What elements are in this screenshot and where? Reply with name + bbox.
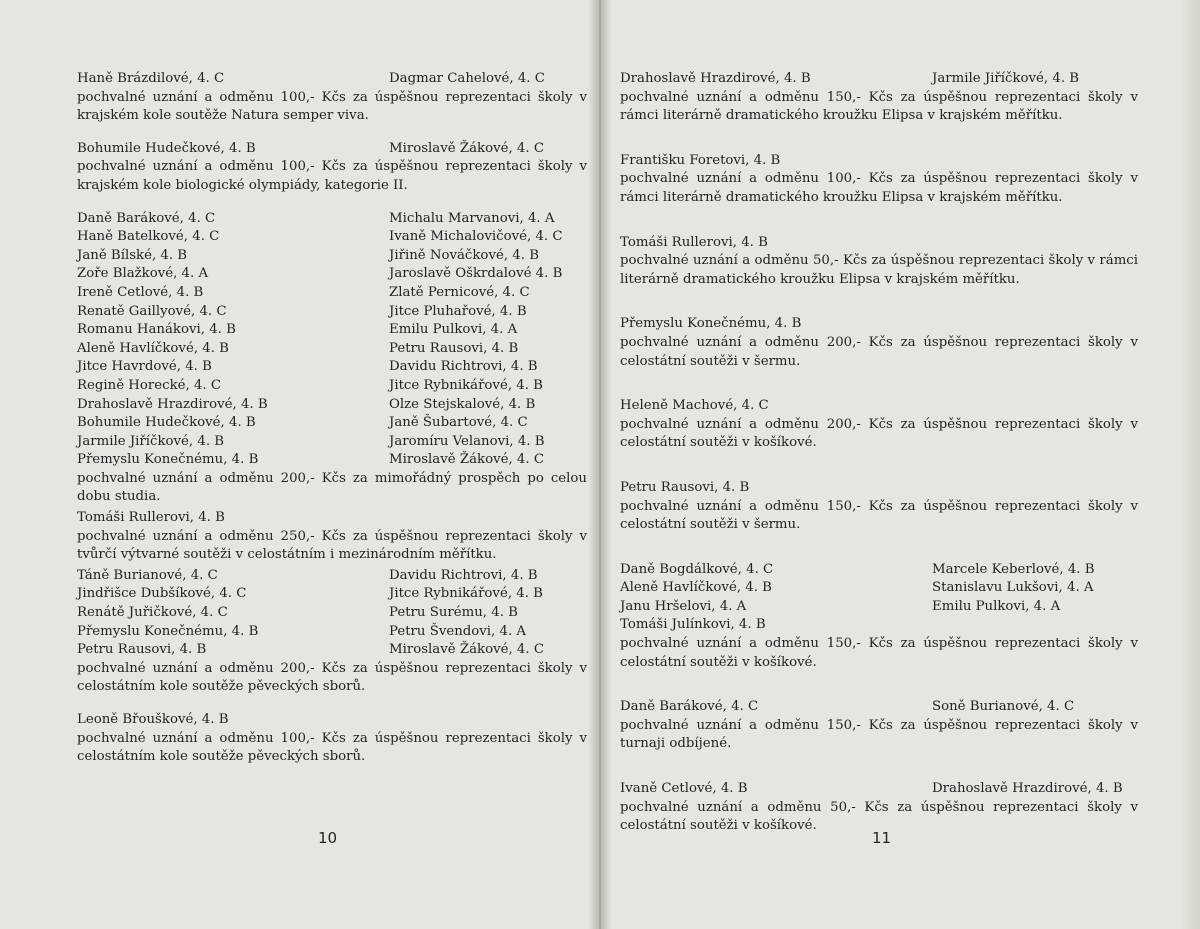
recipient-name: Jaroslavě Oškrdalové 4. B [389, 266, 563, 282]
award-entry [77, 567, 587, 697]
recipient-name: Jarmile Jiříčkové, 4. B [77, 433, 225, 449]
recipient-name: Haně Batelkové, 4. C [77, 229, 220, 245]
award-entry [620, 315, 1138, 371]
recipient-name: Michalu Marvanovi, 4. A [389, 210, 555, 226]
recipient-list [77, 567, 587, 660]
recipient-name: Drahoslavě Hrazdirové, 4. B [932, 781, 1123, 797]
recipient-list [620, 698, 1138, 717]
recipient-name: Petru Rausovi, 4. B [389, 340, 519, 356]
recipient-name: Davidu Richtrovi, 4. B [389, 567, 538, 583]
award-text: pochvalné uznání a odměnu 200,- Kčs za úspěšnou reprezentaci školy v celostátním kole soutěže pěveckých sborů. [77, 660, 587, 695]
recipient-name: Heleně Machové, 4. C [620, 398, 769, 414]
recipient-name: Haně Brázdilové, 4. C [77, 71, 225, 86]
award-entry [77, 509, 587, 565]
recipient-name: Přemyslu Konečnému, 4. B [77, 623, 259, 639]
recipient-name: Jarmile Jiříčkové, 4. B [932, 71, 1080, 86]
award-entry [77, 210, 587, 508]
award-entry [620, 234, 1138, 290]
award-entry [620, 397, 1138, 453]
recipient-list [620, 561, 1138, 635]
recipient-name: Miroslavě Žákové, 4. C [389, 452, 544, 468]
recipient-name: Františku Foretovi, 4. B [620, 152, 781, 168]
recipient-name: Olze Stejskalové, 4. B [389, 396, 536, 412]
award-entry [620, 561, 1138, 673]
recipient-name: Aleně Havlíčkové, 4. B [77, 340, 229, 356]
recipient-name: Jitce Havrdové, 4. B [77, 359, 212, 375]
award-entry [77, 711, 587, 767]
recipient-name: Renátě Juřičkové, 4. C [77, 605, 228, 621]
left-page-content [77, 70, 587, 781]
recipient-name: Jiřině Nováčkové, 4. B [389, 247, 539, 263]
award-entry [620, 698, 1138, 754]
recipient-name: Petru Rausovi, 4. B [77, 642, 207, 658]
recipient-list [620, 397, 1138, 416]
recipient-name: Dagmar Cahelové, 4. C [389, 71, 545, 86]
recipient-name: Janu Hršelovi, 4. A [620, 598, 747, 614]
recipient-name: Davidu Richtrovi, 4. B [389, 359, 538, 375]
recipient-name: Miroslavě Žákové, 4. C [389, 642, 544, 658]
recipient-name: Romanu Hanákovi, 4. B [77, 322, 236, 338]
award-text: pochvalné uznání a odměnu 100,- Kčs za úspěšnou reprezentaci školy v celostátním kole soutěže pěveckých sborů. [77, 730, 587, 765]
book-gutter [588, 0, 612, 929]
award-text: pochvalné uznání a odměnu 200,- Kčs za mimořádný prospěch po celou dobu studia. [77, 470, 587, 505]
award-entry [620, 70, 1138, 126]
recipient-name: Daně Barákové, 4. C [77, 210, 216, 226]
recipient-name: Daně Bogdálkové, 4. C [620, 561, 774, 577]
recipient-name: Emilu Pulkovi, 4. A [389, 322, 518, 338]
recipient-name: Jitce Rybnikářové, 4. B [389, 377, 543, 393]
award-entry [620, 479, 1138, 535]
recipient-name: Ivaně Cetlové, 4. B [620, 781, 748, 797]
recipient-name: Emilu Pulkovi, 4. A [932, 598, 1061, 614]
page-edge [1180, 0, 1200, 929]
recipient-name: Táně Burianové, 4. C [77, 567, 218, 583]
award-text: pochvalné uznání a odměnu 200,- Kčs za úspěšnou reprezentaci školy v celostátní soutěži v šermu. [620, 334, 1138, 369]
recipient-name: Zoře Blažkové, 4. A [77, 266, 209, 282]
award-text: pochvalné uznání a odměnu 150,- Kčs za úspěšnou reprezentaci školy v rámci literárně dramatického kroužku Elipsa v krajském měřítku. [620, 89, 1138, 124]
recipient-name: Jaromíru Velanovi, 4. B [389, 433, 545, 449]
recipient-name: Janě Šubartové, 4. C [389, 415, 528, 431]
recipient-name: Drahoslavě Hrazdirové, 4. B [77, 396, 268, 412]
recipient-list [77, 509, 587, 528]
recipient-name: Jindřišce Dubšíkové, 4. C [77, 586, 247, 602]
recipient-name: Renatě Gaillyové, 4. C [77, 303, 227, 319]
award-text: pochvalné uznání a odměnu 250,- Kčs za úspěšnou reprezentaci školy v tvůrčí výtvarné soutěži v celostátním i mezinárodním měřítku. [77, 528, 587, 563]
recipient-name: Stanislavu Lukšovi, 4. A [932, 580, 1094, 596]
recipient-name: Petru Švendovi, 4. A [389, 623, 527, 639]
recipient-list [77, 210, 587, 470]
right-page [600, 0, 1200, 929]
recipient-name: Petru Rausovi, 4. B [620, 479, 750, 495]
recipient-name: Bohumile Hudečkové, 4. B [77, 415, 256, 431]
recipient-list [77, 140, 587, 159]
recipient-name: Přemyslu Konečnému, 4. B [77, 452, 259, 468]
recipient-name: Tomáši Rullerovi, 4. B [77, 510, 225, 526]
award-text: pochvalné uznání a odměnu 200,- Kčs za úspěšnou reprezentaci školy v celostátní soutěži v košíkové. [620, 416, 1138, 451]
recipient-name: Janě Bílské, 4. B [77, 247, 188, 263]
recipient-name: Přemyslu Konečnému, 4. B [620, 316, 802, 332]
recipient-name: Marcele Keberlové, 4. B [932, 561, 1095, 577]
recipient-name: Daně Barákové, 4. C [620, 699, 759, 715]
award-text: pochvalné uznání a odměnu 100,- Kčs za úspěšnou reprezentaci školy v rámci literárně dramatického kroužku Elipsa v krajském měřítku. [620, 171, 1138, 205]
recipient-list [620, 234, 1138, 253]
award-text: pochvalné uznání a odměnu 50,- Kčs za úspěšnou reprezentaci školy v celostátní soutěži v košíkové. [620, 799, 1138, 834]
award-text: pochvalné uznání a odměnu 150,- Kčs za úspěšnou reprezentaci školy v turnaji odbíjené. [620, 717, 1138, 752]
recipient-name: Bohumile Hudečkové, 4. B [77, 140, 256, 156]
recipient-list [77, 711, 587, 730]
recipient-name: Zlatě Pernicové, 4. C [389, 284, 530, 300]
award-entry [620, 152, 1138, 208]
page-number: 10 [318, 829, 338, 847]
recipient-name: Jitce Pluhařové, 4. B [389, 303, 527, 319]
recipient-name: Jitce Rybnikářové, 4. B [389, 586, 543, 602]
recipient-list [620, 152, 1138, 171]
award-text: pochvalné uznání a odměnu 150,- Kčs za úspěšnou reprezentaci školy v celostátní soutěži v šermu. [620, 498, 1138, 533]
recipient-name: Ireně Cetlové, 4. B [77, 284, 204, 300]
award-entry [77, 70, 587, 126]
recipient-name: Ivaně Michalovičové, 4. C [389, 229, 563, 245]
right-page-content [620, 70, 1138, 850]
recipient-list [620, 780, 1138, 799]
award-text: pochvalné uznání a odměnu 100,- Kčs za úspěšnou reprezentaci školy v krajském kole biologické olympiády, kategorie II. [77, 159, 587, 193]
recipient-list [620, 70, 1138, 89]
award-entry [77, 140, 587, 196]
recipient-name: Petru Surému, 4. B [389, 605, 518, 621]
recipient-name: Regině Horecké, 4. C [77, 377, 222, 393]
recipient-list [77, 70, 587, 89]
recipient-name: Tomáši Julínkovi, 4. B [620, 617, 766, 633]
page-number: 11 [872, 829, 892, 847]
recipient-name: Miroslavě Žákové, 4. C [389, 140, 544, 156]
recipient-name [932, 616, 1138, 635]
recipient-name: Aleně Havlíčkové, 4. B [620, 580, 772, 596]
award-text: pochvalné uznání a odměnu 100,- Kčs za úspěšnou reprezentaci školy v krajském kole soutěže Natura semper viva. [77, 89, 587, 124]
recipient-list [620, 315, 1138, 334]
award-text: pochvalné uznání a odměnu 50,- Kčs za úspěšnou reprezentaci školy v rámci literárně dramatického kroužku Elipsa v krajském měřítku. [620, 253, 1138, 287]
award-entry [620, 780, 1138, 836]
recipient-name: Soně Burianové, 4. C [932, 699, 1075, 715]
award-text: pochvalné uznání a odměnu 150,- Kčs za úspěšnou reprezentaci školy v celostátní soutěži v košíkové. [620, 636, 1138, 670]
recipient-list [620, 479, 1138, 498]
recipient-name: Tomáši Rullerovi, 4. B [620, 234, 768, 250]
recipient-name: Leoně Břouškové, 4. B [77, 712, 229, 727]
recipient-name: Drahoslavě Hrazdirové, 4. B [620, 71, 811, 86]
